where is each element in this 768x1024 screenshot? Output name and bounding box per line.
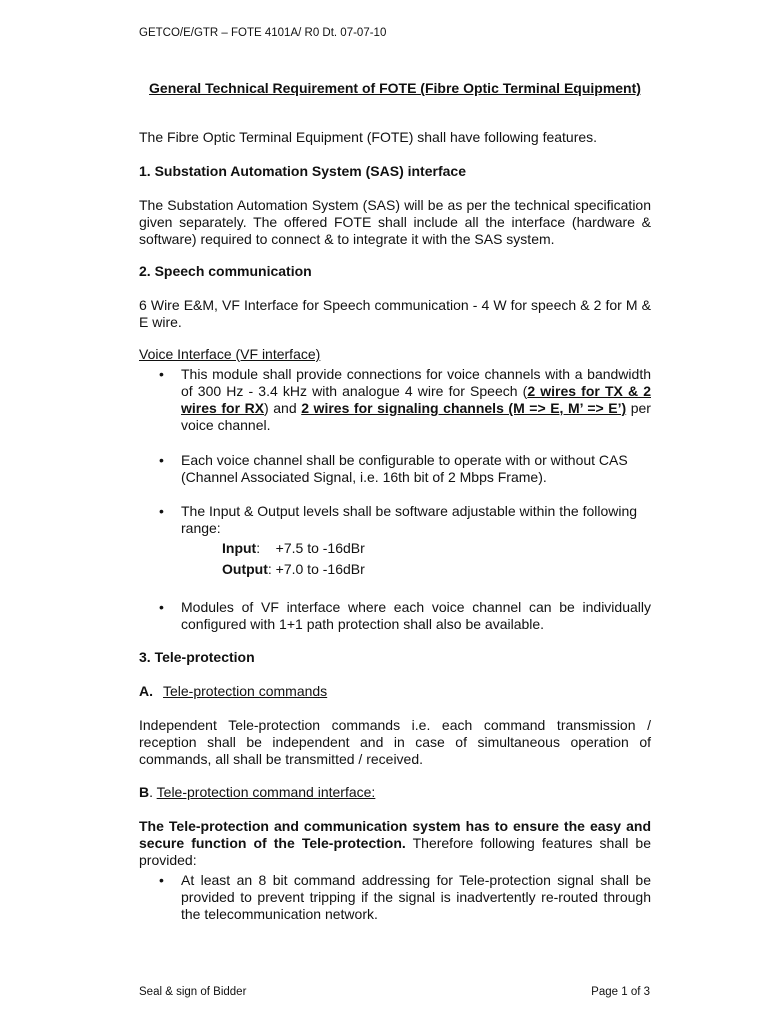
bullet-marker: •	[159, 452, 164, 468]
subsection-b-title: Tele-protection command interface:	[156, 784, 376, 800]
subsection-b-heading	[139, 784, 651, 801]
document-reference: GETCO/E/GTR – FOTE 4101A/ R0 Dt. 07-07-10	[139, 27, 387, 39]
section-3-heading: 3. Tele-protection	[139, 649, 255, 665]
subsection-a-label: A.	[139, 683, 153, 699]
bullet-marker: •	[159, 503, 164, 519]
bullet-emphasis-signaling: 2 wires for signaling channels (M => E, M’ => E’)	[301, 400, 627, 416]
footer-seal-sign: Seal & sign of Bidder	[139, 986, 247, 998]
subsection-a-body: Independent Tele-protection commands i.e. each command transmission / reception shall be independent and in case of simultaneous operation of commands, all shall be transmitted / received.	[139, 717, 651, 767]
output-value: : +7.0 to -16dBr	[267, 561, 365, 577]
bullet-text-part: per voice channel.	[181, 400, 651, 433]
intro-paragraph: The Fibre Optic Terminal Equipment (FOTE) shall have following features.	[139, 129, 598, 145]
subsection-b-body	[139, 818, 651, 869]
bullet-text-part: ) and	[264, 400, 302, 416]
footer-page-number: Page 1 of 3	[591, 986, 650, 998]
document-title: General Technical Requirement of FOTE (Fibre Optic Terminal Equipment)	[149, 80, 641, 96]
bullet-text: At least an 8 bit command addressing for Tele-protection signal shall be provided to prevent tripping if the signal is inadvertently re-routed through the telecommunication network.	[181, 872, 651, 922]
output-range	[222, 561, 365, 578]
subsection-b-rest: Therefore following features shall be provided:	[139, 835, 651, 868]
subsection-b-dot: .	[149, 784, 157, 800]
bullet-text: Each voice channel shall be configurable to operate with or without CAS (Channel Associated Signal, i.e. 16th bit of 2 Mbps Frame).	[181, 452, 628, 485]
bullet-text: The Input & Output levels shall be software adjustable within the following range:	[181, 503, 638, 536]
bullet-text-part: This module shall provide connections for voice channels with a bandwidth of 300 Hz - 3.4 kHz with analogue 4 wire for Speech (	[181, 366, 651, 399]
bullet-marker: •	[159, 366, 164, 382]
section-1-heading: 1. Substation Automation System (SAS) interface	[139, 163, 466, 179]
voice-interface-subheading	[139, 346, 651, 363]
section-1-body: The Substation Automation System (SAS) will be as per the technical specification given separately. The offered FOTE shall include all the interface (hardware & software) required to connect & to integrate it with the SAS system.	[139, 197, 651, 247]
bullet-marker: •	[159, 872, 164, 888]
subsection-b-label: B	[139, 784, 150, 800]
output-label: Output	[222, 561, 268, 577]
bullet-text	[181, 366, 651, 434]
subsection-a-title: Tele-protection commands	[163, 683, 328, 699]
voice-interface-subheading-text: Voice Interface (VF interface)	[139, 346, 321, 362]
input-value: : +7.5 to -16dBr	[256, 540, 365, 556]
subsection-b-emphasis: The Tele-protection and communication system has to ensure the easy and secure function of the Tele-protection.	[139, 818, 651, 851]
bullet-emphasis-tx-rx: 2 wires for TX & 2 wires for RX	[181, 383, 651, 416]
section-2-heading: 2. Speech communication	[139, 263, 312, 279]
bullet-text: Modules of VF interface where each voice channel can be individually configured with 1+1 path protection shall also be available.	[181, 599, 651, 632]
section-2-body: 6 Wire E&M, VF Interface for Speech communication - 4 W for speech & 2 for M & E wire.	[139, 297, 651, 330]
subsection-a-heading	[139, 683, 651, 700]
input-range	[222, 540, 365, 557]
bullet-marker: •	[159, 599, 164, 615]
input-label: Input	[222, 540, 257, 556]
